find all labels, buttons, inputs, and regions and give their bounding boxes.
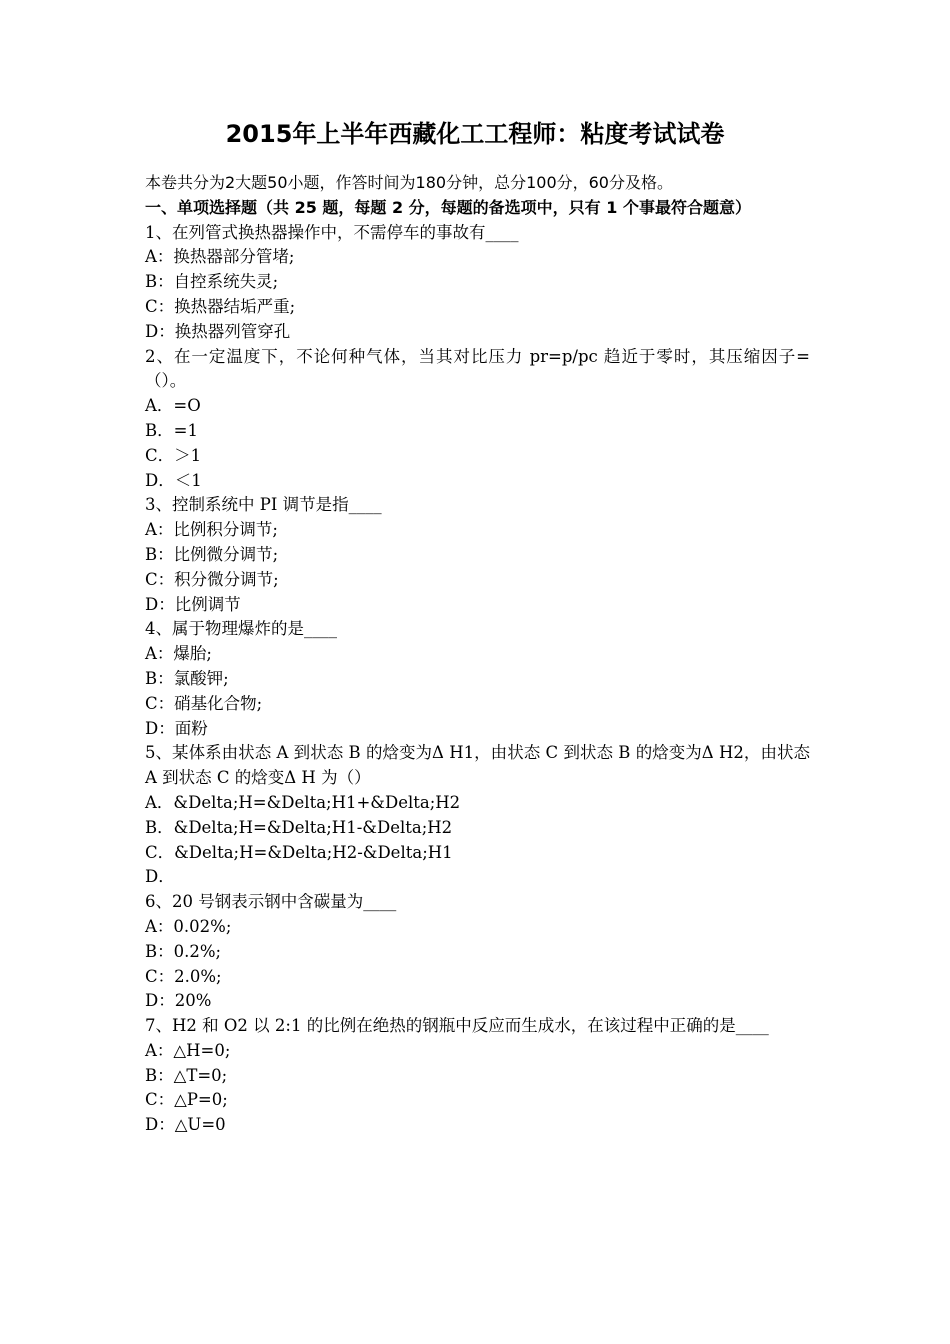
question-1 bbox=[145, 221, 810, 345]
option-b: B：自控系统失灵; bbox=[145, 272, 279, 292]
option-d: D：20% bbox=[145, 991, 212, 1011]
question-stem: 3、控制系统中 PI 调节是指____ bbox=[145, 495, 382, 515]
option-d: D：比例调节 bbox=[145, 594, 241, 614]
option-c: C：△P=0; bbox=[145, 1090, 228, 1110]
option-b: B：氯酸钾; bbox=[145, 668, 229, 688]
option-d: D：△U=0 bbox=[145, 1115, 226, 1135]
question-stem: 6、20 号钢表示钢中含碳量为____ bbox=[145, 892, 397, 912]
option-c: C．＞1 bbox=[145, 445, 202, 465]
option-b: B．=1 bbox=[145, 420, 198, 440]
option-a: A：比例积分调节; bbox=[145, 520, 278, 540]
option-a: A：△H=0; bbox=[145, 1040, 231, 1060]
option-b: B：0.2%; bbox=[145, 941, 222, 961]
exam-body bbox=[145, 171, 810, 1138]
section-heading: 一、单项选择题（共 25 题，每题 2 分，每题的备选项中，只有 1 个事最符合题意） bbox=[145, 197, 751, 217]
question-7 bbox=[145, 1014, 810, 1138]
question-stem: 1、在列管式换热器操作中，不需停车的事故有____ bbox=[145, 222, 519, 242]
option-c: C：2.0%; bbox=[145, 966, 222, 986]
option-a: A．=O bbox=[145, 396, 201, 416]
option-b: B：比例微分调节; bbox=[145, 544, 279, 564]
option-a: A：换热器部分管堵; bbox=[145, 247, 295, 267]
question-5 bbox=[145, 741, 810, 890]
option-a: A．&Delta;H=&Delta;H1+&Delta;H2 bbox=[145, 792, 461, 812]
option-b: B．&Delta;H=&Delta;H1-&Delta;H2 bbox=[145, 817, 453, 837]
option-c: C：硝基化合物; bbox=[145, 693, 263, 713]
question-stem: 4、属于物理爆炸的是____ bbox=[145, 619, 337, 639]
option-b: B：△T=0; bbox=[145, 1065, 228, 1085]
option-d: D：换热器列管穿孔 bbox=[145, 321, 291, 341]
option-d: D：面粉 bbox=[145, 718, 208, 738]
question-stem: 5、某体系由状态 A 到状态 B 的焓变为Δ H1，由状态 C 到状态 B 的焓变为Δ H2，由状态 A 到状态 C 的焓变Δ H 为（） bbox=[145, 743, 810, 788]
question-6 bbox=[145, 890, 810, 1014]
question-stem: 2、在一定温度下，不论何种气体，当其对比压力 pr=p/pc 趋近于零时，其压缩因子=（）。 bbox=[145, 346, 810, 391]
question-stem: 7、H2 和 O2 以 2:1 的比例在绝热的钢瓶中反应而生成水，在该过程中正确的是____ bbox=[145, 1016, 769, 1036]
option-c: C．&Delta;H=&Delta;H2-&Delta;H1 bbox=[145, 842, 453, 862]
question-3 bbox=[145, 493, 810, 617]
question-2 bbox=[145, 345, 810, 494]
question-4 bbox=[145, 617, 810, 741]
option-a: A：0.02%; bbox=[145, 916, 232, 936]
exam-intro: 本卷共分为2大题50小题，作答时间为180分钟，总分100分，60分及格。 bbox=[145, 173, 673, 192]
option-d: D． bbox=[145, 867, 175, 887]
option-c: C：换热器结垢严重; bbox=[145, 296, 296, 316]
option-a: A：爆胎; bbox=[145, 644, 212, 664]
option-c: C：积分微分调节; bbox=[145, 569, 279, 589]
page-title: 2015年上半年西藏化工工程师：粘度考试试卷 bbox=[225, 120, 725, 148]
option-d: D．＜1 bbox=[145, 470, 202, 490]
